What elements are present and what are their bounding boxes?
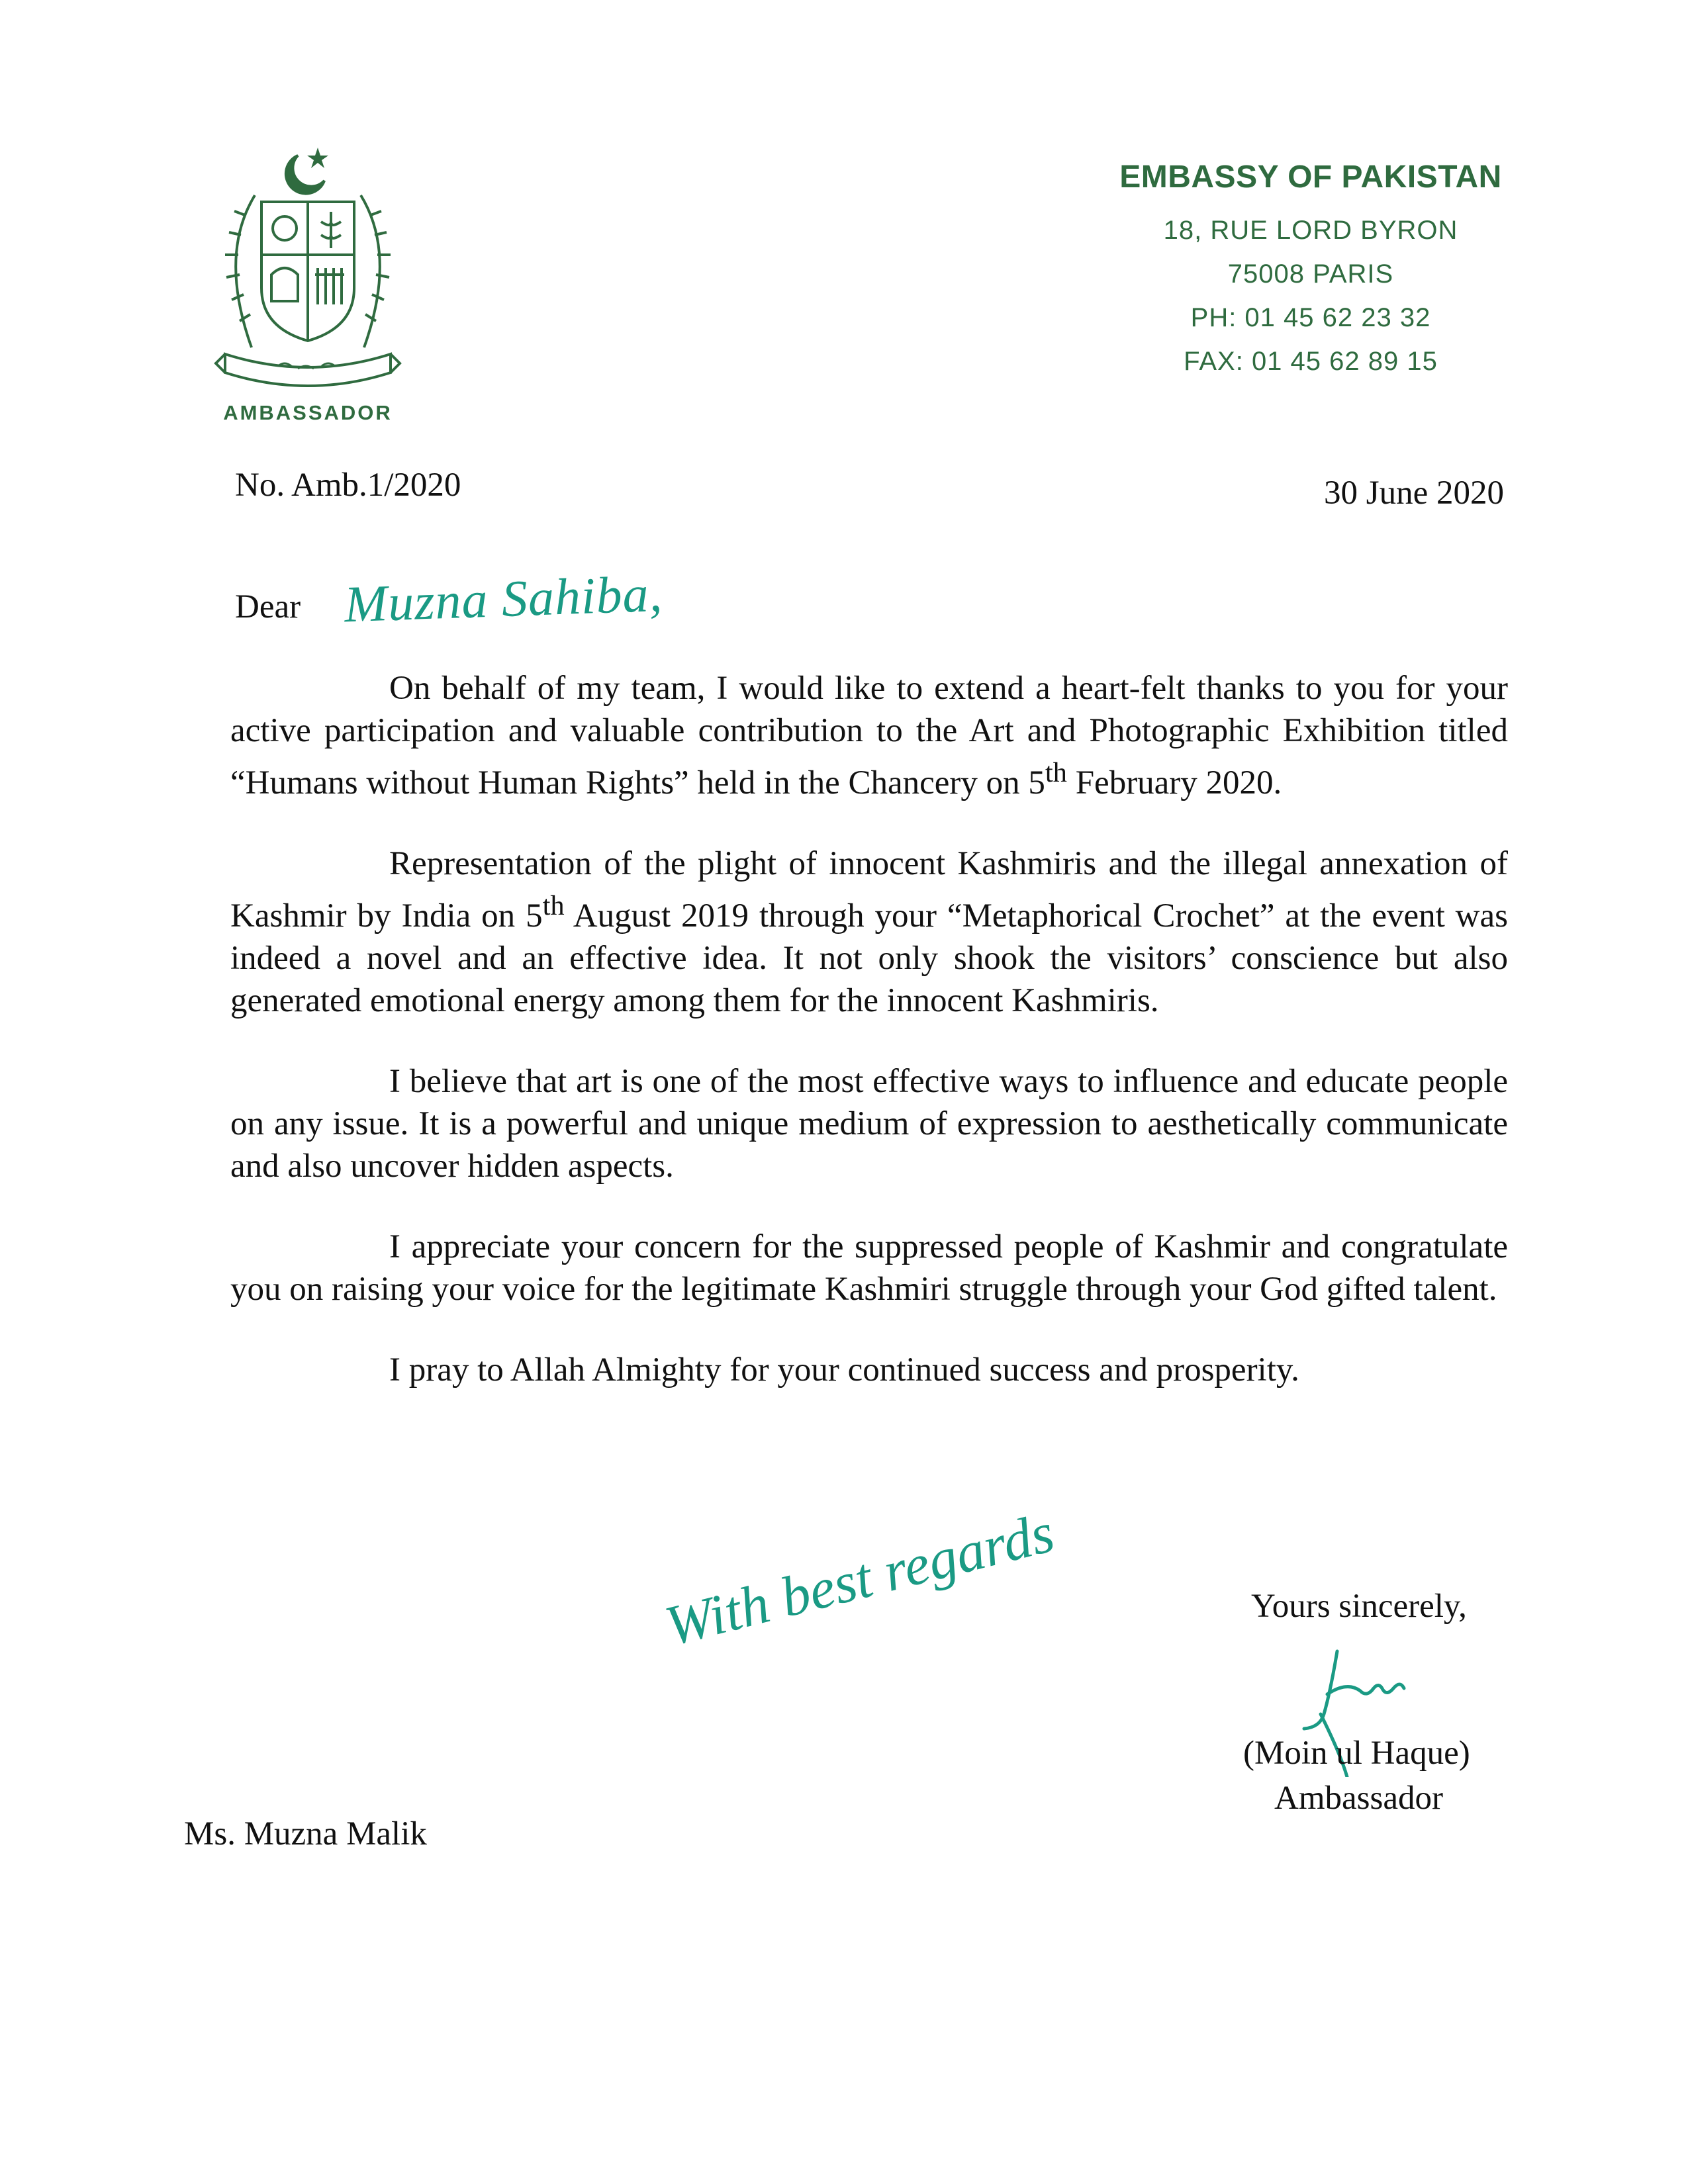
- handwritten-regards: With best regards: [659, 1500, 1060, 1659]
- emblem-label: AMBASSADOR: [223, 401, 393, 424]
- embassy-name: EMBASSY OF PAKISTAN: [1119, 159, 1502, 195]
- letter-date: 30 June 2020: [1324, 475, 1504, 512]
- complimentary-close: Yours sincerely,: [1251, 1588, 1467, 1625]
- body-paragraph-1: On behalf of my team, I would like to extend a heart-felt thanks to you for your active participation and valuable contribution to the Art and Photographic Exhibition titled “Humans without Human Rights” held in the Chancery on 5th February 2020.: [230, 670, 1508, 801]
- body-paragraph-4: I appreciate your concern for the suppressed people of Kashmir and congratulate you on raising your voice for the legitimate Kashmiri struggle through your God gifted talent.: [230, 1228, 1508, 1308]
- recipient-name: Ms. Muzna Malik: [184, 1815, 427, 1852]
- body-paragraph-5: I pray to Allah Almighty for your continued success and prosperity.: [389, 1351, 1299, 1388]
- address-city: 75008 PARIS: [1227, 259, 1394, 289]
- signatory-title: Ambassador: [1274, 1780, 1443, 1817]
- handwritten-recipient-name: Muzna Sahiba,: [343, 564, 664, 633]
- address-street: 18, RUE LORD BYRON: [1163, 216, 1458, 245]
- salutation: Dear: [235, 588, 301, 625]
- letter-body: [230, 667, 1508, 1430]
- embassy-address-block: [1072, 159, 1549, 383]
- signatory-name: (Moin ul Haque): [1243, 1735, 1470, 1772]
- reference-number: No. Amb.1/2020: [235, 467, 461, 504]
- state-emblem: [199, 142, 417, 394]
- phone-number: PH: 01 45 62 23 32: [1190, 303, 1431, 332]
- body-paragraph-3: I believe that art is one of the most effective ways to influence and educate people on any issue. It is a powerful and unique medium of expression to aesthetically communicate and also uncover hidden aspects.: [230, 1063, 1508, 1185]
- body-paragraph-2: Representation of the plight of innocent Kashmiris and the illegal annexation of Kashmir by India on 5th August 2019 through your “Metaphorical Crochet” at the event was indeed a novel and an effective idea. It not only shook the visitors’ conscience but also generated emotional energy among them for the innocent Kashmiris.: [230, 845, 1508, 1019]
- fax-number: FAX: 01 45 62 89 15: [1184, 347, 1438, 376]
- state-emblem-icon: [199, 142, 417, 394]
